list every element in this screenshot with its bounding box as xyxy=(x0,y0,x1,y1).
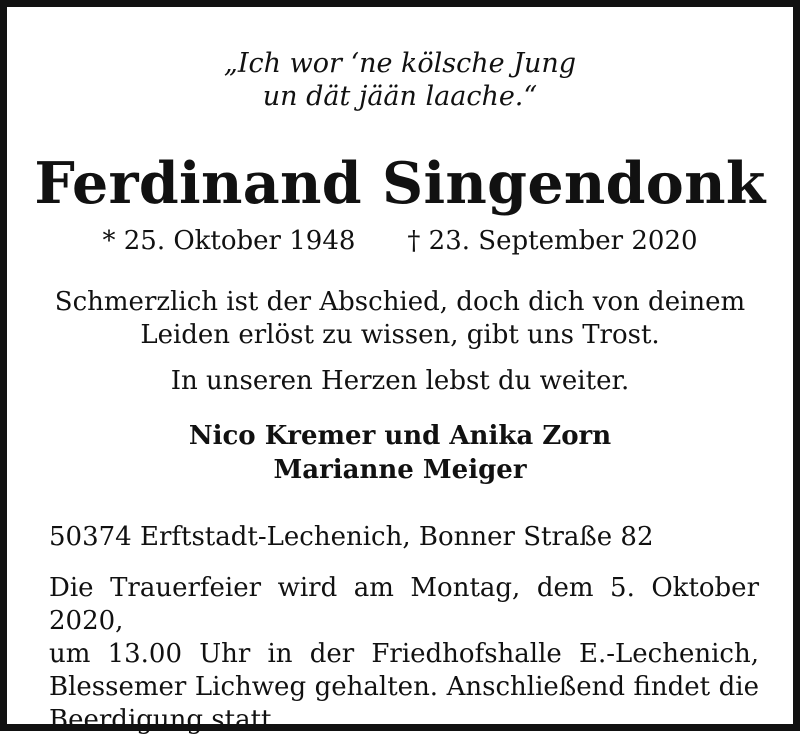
life-dates xyxy=(7,225,793,257)
sorrow-line-2: Leiden erlöst zu wissen, gibt uns Trost. xyxy=(140,320,660,350)
service-line-1: Die Trauerfeier wird am Montag, dem 5. Oktober 2020, xyxy=(49,573,759,636)
sorrow-line-1: Schmerzlich ist der Abschied, doch dich von deinem xyxy=(54,287,746,317)
quote xyxy=(7,47,793,113)
mourners xyxy=(7,419,793,487)
hearts-text: In unseren Herzen lebst du weiter. xyxy=(170,366,630,396)
mourner-line-2: Marianne Meiger xyxy=(273,455,527,485)
mourner-line-1: Nico Kremer und Anika Zorn xyxy=(188,421,612,451)
service-line-2: um 13.00 Uhr in der Friedhofshalle E.-Lechenich, xyxy=(49,639,759,669)
birth-date: * 25. Oktober 1948 xyxy=(102,226,356,256)
deceased-name: Ferdinand Singendonk xyxy=(34,150,766,217)
service-line-4: Beerdigung statt. xyxy=(49,705,280,735)
address: 50374 Erftstadt-Lechenich, Bonner Straße 82 xyxy=(49,522,654,552)
sorrow-text xyxy=(7,286,793,352)
quote-line-1: „Ich wor ‘ne kölsche Jung xyxy=(223,48,577,79)
service-line-3: Blessemer Lichweg gehalten. Anschließend findet die xyxy=(49,672,759,702)
quote-line-2: un dät jään laache.“ xyxy=(262,81,538,112)
service-info xyxy=(49,572,759,737)
death-date: † 23. September 2020 xyxy=(407,226,698,256)
